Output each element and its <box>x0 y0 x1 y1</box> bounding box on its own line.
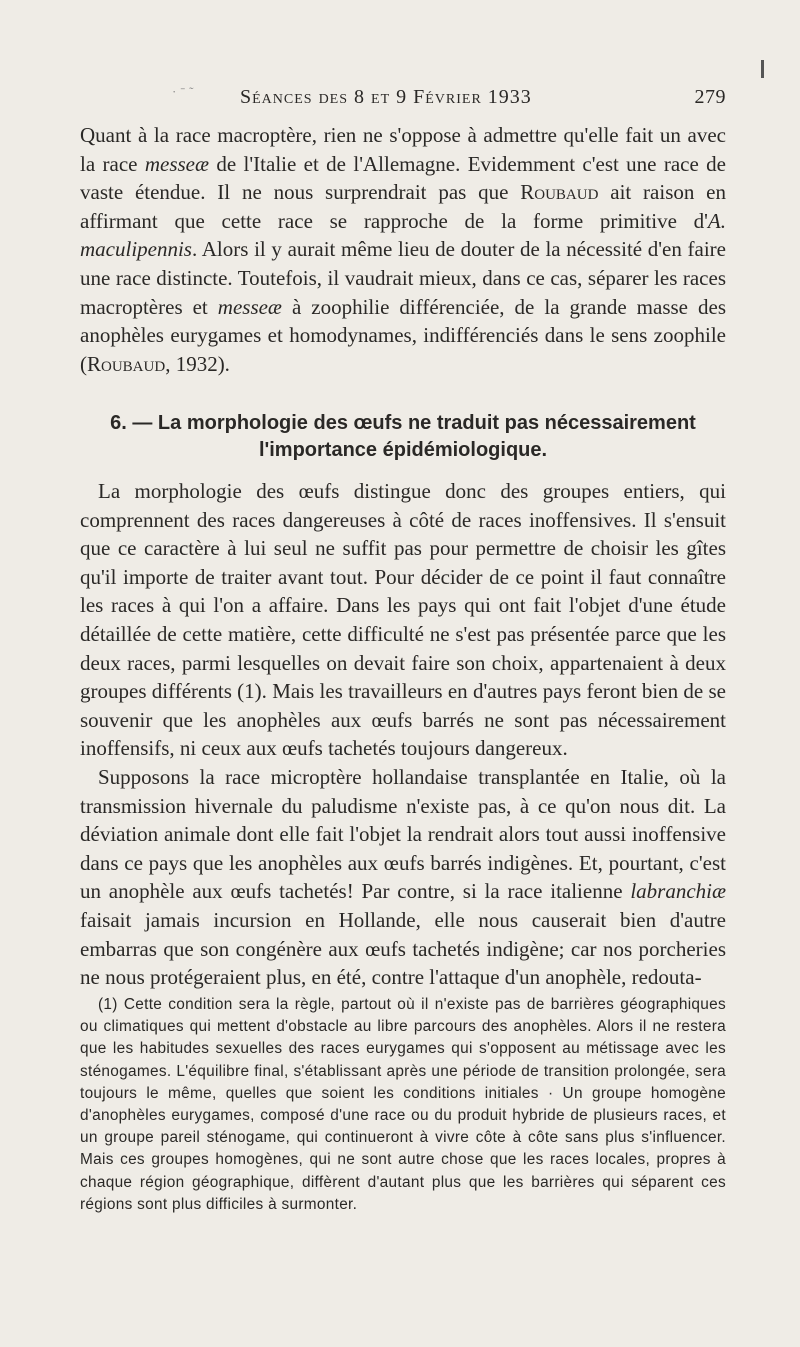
edge-mark <box>761 60 764 78</box>
author-roubaud: Roubaud <box>87 351 166 376</box>
text-segment: faisait jamais incursion en Hollande, elle nous causerait bien d'autre embarras que son congénère aux œufs tachetés indigène; car nos porcheries ne nous protégeraient plus, en été, contre l'attaque d'un anophèle, redouta- <box>80 907 726 990</box>
text-segment: Quant à la race macroptère, rien ne s'oppose à admettre qu'elle fait un avec la race <box>80 123 726 176</box>
author-roubaud: Roubaud <box>520 180 599 205</box>
race-name-messeae: messeæ <box>144 151 210 176</box>
text-segment: . Alors il y aurait même lieu de douter de la nécessité d'en faire une race distincte. Toutefois, il vaudrait mieux, dans ce cas, séparer les races macroptères et <box>80 237 726 319</box>
text-segment: , 1932). <box>165 351 230 376</box>
species-name: A. maculipennis <box>80 208 726 262</box>
paragraph-morphologie: La morphologie des œufs distingue donc des groupes entiers, qui comprennent des races dangereuses à côté de races inoffensives. Il s'ensuit que ce caractère à lui seul ne suffit pas pour permettre de choisir les gîtes qu'il importe de traiter avant tout. Pour décider de ce point il faut connaître les races à qui l'on a affaire. Dans les pays qui ont fait l'objet d'une étude détaillée de cette matière, cette difficulté ne s'est pas présentée parce que les deux races, parmi lesquelles on devait faire son choix, appartenaient à deux groupes différents (1). Mais les travailleurs en d'autres pays feront bien de se souvenir que les anophèles aux œufs barrés ne sont pas nécessairement inoffensifs, ni ceux aux œufs tachetés toujours dangereux. <box>80 479 726 761</box>
section-heading-line-2: l'importance épidémiologique. <box>258 439 548 461</box>
body-section-6 <box>80 477 726 992</box>
footnote-text: (1) Cette condition sera la règle, partout où il n'existe pas de barrières géographiques ou climatiques qui mettent d'obstacle au libre parcours des anophèles. Alors il ne restera que les habitudes sexuelles des races eurygames qui s'opposent au métissage avec les sténogames. L'équilibre final, s'établissant après une période de transition prolongée, sera toujours le même, quelles que soient les conditions initiales · Un groupe homogène d'anophèles eurygames, composé d'une race ou du produit hybride de plusieurs races, et un groupe pareil sténogame, qui continueront à vivre côte à côte sans plus s'influencer. Mais ces groupes homogènes, qui ne sont autre chose que les races locales, propres à chaque région géographique, diffèrent d'autant plus que les barrières qui séparent ces régions sont plus difficiles à surmonter. <box>80 996 726 1213</box>
paragraph-macroptere <box>80 121 726 378</box>
footnote <box>80 994 726 1216</box>
race-name-labranchiae: labranchiæ <box>630 879 726 904</box>
text-segment: de l'Italie et de l'Allemagne. Evidemment c'est une race de vaste étendue. Il ne nous surprendrait pas que <box>80 151 726 205</box>
section-heading-line-1: 6. — La morphologie des œufs ne traduit pas nécessairement <box>110 412 696 434</box>
race-name-messeae: messeæ <box>217 294 282 319</box>
section-heading <box>80 410 726 464</box>
page-number: 279 <box>694 86 726 108</box>
text-segment: à zoophilie différenciée, de la grande masse des anophèles eurygames et homodynames, indifférenciés dans le sens zoophile ( <box>80 294 726 376</box>
header-marks: · ˉ ˜ <box>172 84 194 99</box>
text-segment: ait raison en affirmant que cette race se rapproche de la forme primitive d' <box>80 180 726 233</box>
paragraph-text <box>80 121 726 378</box>
paragraph-supposons <box>80 763 726 992</box>
header-title: Séances des 8 et 9 Février 1933 <box>240 86 532 108</box>
running-header <box>80 86 726 116</box>
text-segment: Supposons la race microptère hollandaise transplantée en Italie, où la transmission hivernale du paludisme n'existe pas, à ce qu'on nous dit. La déviation animale dont elle fait l'objet la rendrait alors tout aussi inoffensive dans ce pays que les anophèles aux œufs barrés indigènes. Et, pourtant, c'est un anophèle aux œufs tachetés! Par contre, si la race italienne <box>80 764 726 904</box>
